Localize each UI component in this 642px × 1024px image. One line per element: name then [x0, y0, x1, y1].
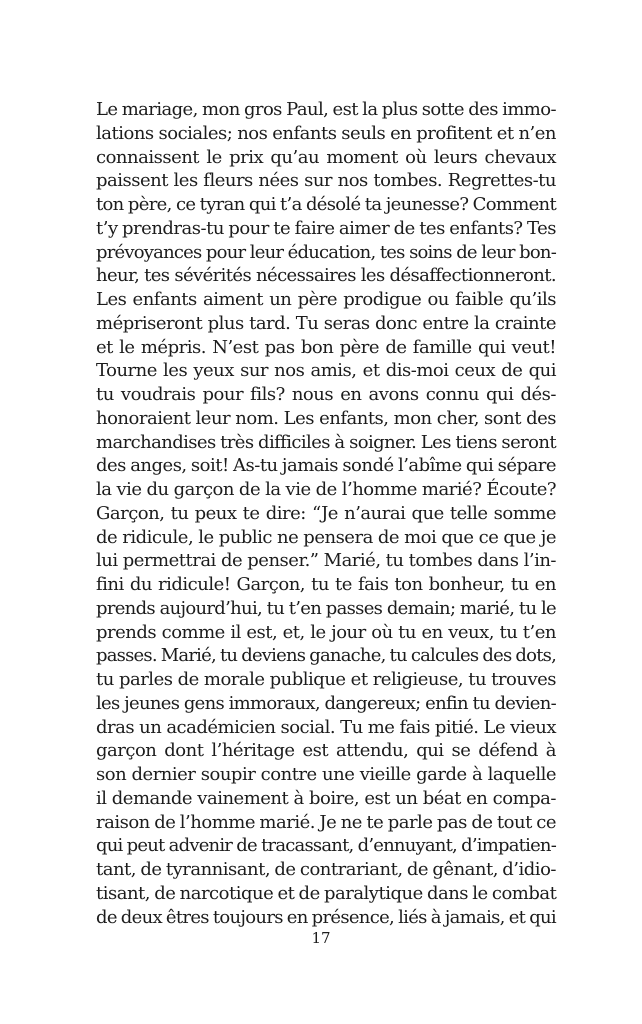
- text-line: Garçon, tu peux te dire: “Je n’aurai que telle somme: [96, 502, 556, 524]
- text-line: tu voudrais pour fils? nous en avons connu qui dés-: [96, 384, 556, 405]
- text-line: ton père, ce tyran qui t’a désolé ta jeunesse? Comment: [96, 194, 556, 215]
- text-line: et le mépris. N’est pas bon père de famille qui veut!: [96, 336, 556, 358]
- text-line: mépriseront plus tard. Tu seras donc entre la crainte: [96, 312, 556, 334]
- text-line: dras un académicien social. Tu me fais pitié. Le vieux: [96, 716, 556, 738]
- text-line: son dernier soupir contre une vieille garde à laquelle: [96, 764, 556, 785]
- text-line: raison de l’homme marié. Je ne te parle pas de tout ce: [96, 811, 556, 833]
- text-line: tu parles de morale publique et religieuse, tu trouves: [96, 669, 556, 690]
- text-line: la vie du garçon de la vie de l’homme marié? Écoute?: [96, 479, 556, 500]
- text-line: qui peut advenir de tracassant, d’ennuyant, d’impatien-: [96, 835, 556, 857]
- text-line: t’y prendras-tu pour te faire aimer de tes enfants? Tes: [96, 217, 556, 239]
- text-line: passes. Marié, tu deviens ganache, tu calcules des dots,: [96, 645, 556, 667]
- text-line: heur, tes sévérités nécessaires les désaffectionneront.: [96, 265, 556, 287]
- text-line: fini du ridicule! Garçon, tu te fais ton bonheur, tu en: [96, 574, 556, 595]
- text-line: de ridicule, le public ne pensera de moi que ce que je: [96, 526, 556, 548]
- text-line: tant, de tyrannisant, de contrariant, de gênant, d’idio-: [96, 859, 556, 880]
- text-line: Le mariage, mon gros Paul, est la plus sotte des immo-: [96, 99, 556, 120]
- page-number: 17: [311, 929, 331, 947]
- text-line: prends aujourd’hui, tu t’en passes demain; marié, tu le: [96, 597, 556, 619]
- text-line: prends comme il est, et, le jour où tu en veux, tu t’en: [96, 621, 556, 643]
- text-line: garçon dont l’héritage est attendu, qui se défend à: [96, 740, 556, 762]
- text-line: prévoyances pour leur éducation, tes soins de leur bon-: [96, 241, 556, 263]
- text-line: connaissent le prix qu’au moment où leurs chevaux: [96, 146, 556, 168]
- text-line: des anges, soit! As-tu jamais sondé l’abîme qui sépare: [96, 455, 556, 477]
- text-line: lations sociales; nos enfants seuls en profitent et n’en: [96, 122, 556, 144]
- text-line: les jeunes gens immoraux, dangereux; enfin tu devien-: [96, 692, 556, 714]
- body-text: [96, 98, 556, 929]
- text-line: Les enfants aiment un père prodigue ou faible qu’ils: [96, 289, 556, 310]
- text-line: lui permettrai de penser.” Marié, tu tombes dans l’in-: [96, 550, 556, 572]
- text-line: marchandises très difficiles à soigner. Les tiens seront: [96, 431, 556, 453]
- text-line: Tourne les yeux sur nos amis, et dis-moi ceux de qui: [96, 360, 556, 382]
- text-line: de deux êtres toujours en présence, liés à jamais, et qui: [96, 906, 556, 928]
- text-line: il demande vainement à boire, est un béat en compa-: [96, 787, 556, 809]
- text-line: paissent les fleurs nées sur nos tombes. Regrettes-tu: [96, 170, 556, 192]
- text-line: tisant, de narcotique et de paralytique dans le combat: [96, 882, 557, 904]
- text-line: honoraient leur nom. Les enfants, mon cher, sont des: [96, 407, 556, 429]
